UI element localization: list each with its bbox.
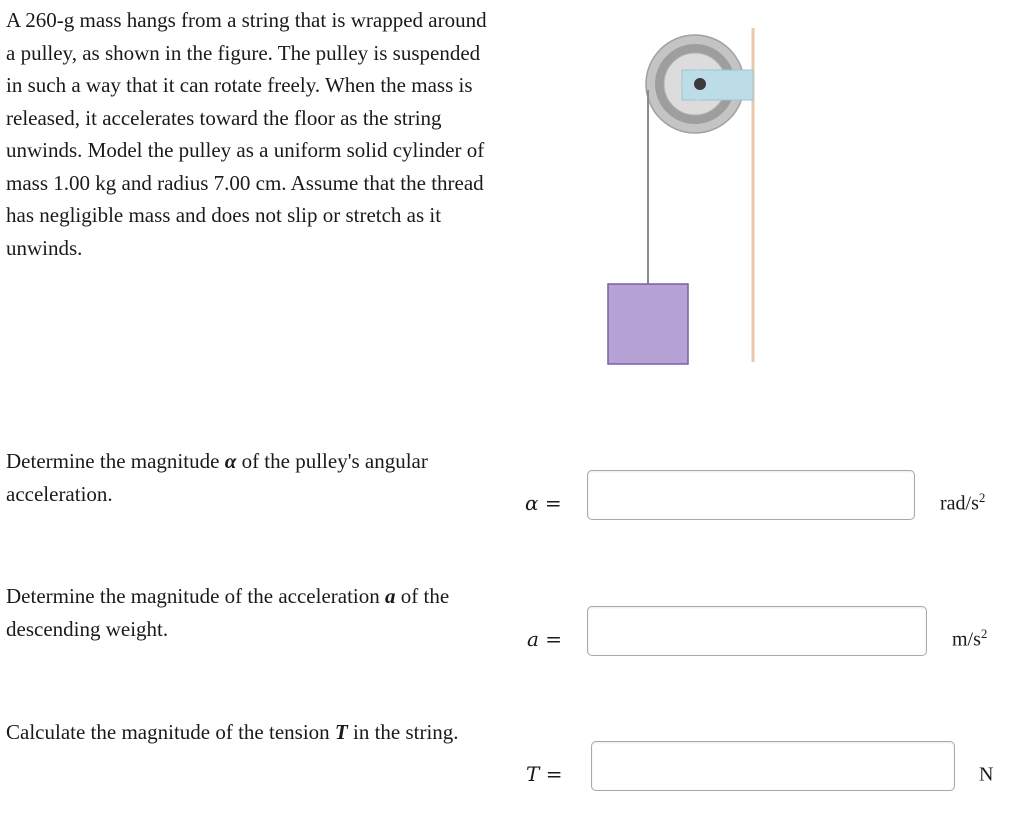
- question-3-symbol: T: [334, 720, 348, 744]
- accel-unit: [952, 626, 987, 652]
- question-linear-acceleration: [6, 580, 476, 646]
- question-1-text-after: of the pulley's angular acceleration.: [6, 449, 428, 506]
- question-1-text-before: Determine the magnitude: [6, 449, 225, 473]
- alpha-unit-exp: 2: [978, 490, 986, 505]
- question-3-text-after: in the string.: [347, 720, 459, 744]
- tension-label-eq: =: [539, 762, 563, 786]
- alpha-label-eq: =: [538, 491, 562, 515]
- question-angular-acceleration: [6, 445, 476, 511]
- tension-label-symbol: T: [526, 762, 540, 786]
- pulley-axle: [694, 78, 706, 90]
- tension-label: [526, 762, 562, 786]
- question-3-text-before: Calculate the magnitude of the tension: [6, 720, 335, 744]
- problem-statement: A 260-g mass hangs from a string that is wrapped around a pulley, as shown in the figure. The pulley is suspended in such a way that it can rotate freely. When the mass is released, it accelerates toward the floor as the string unwinds. Model the pulley as a uniform solid cylinder of mass 1.00 kg and radius 7.00 cm. Assume that the thread has negligible mass and does not slip or stretch as it unwinds.: [6, 8, 487, 260]
- alpha-label-symbol: α: [525, 491, 539, 515]
- question-2-text-before: Determine the magnitude of the acceleration: [6, 584, 385, 608]
- accel-label-eq: =: [538, 627, 563, 651]
- accel-unit-base: m/s: [952, 628, 981, 651]
- alpha-unit-base: rad/s: [940, 492, 979, 515]
- accel-answer-input[interactable]: [587, 606, 927, 656]
- accel-label-symbol: a: [527, 627, 539, 651]
- tension-unit: [979, 761, 993, 787]
- accel-unit-exp: 2: [980, 626, 988, 641]
- tension-unit-base: N: [979, 763, 994, 786]
- pulley-figure: [600, 20, 770, 370]
- question-2-symbol: a: [385, 584, 396, 608]
- accel-label: [527, 627, 562, 651]
- question-2-text-after: of the descending weight.: [6, 584, 450, 641]
- tension-answer-input[interactable]: [591, 741, 955, 791]
- alpha-unit: [940, 490, 985, 516]
- question-tension: [6, 716, 476, 749]
- alpha-label: [525, 491, 562, 515]
- hanging-mass: [608, 284, 688, 364]
- question-1-symbol: α: [224, 449, 237, 473]
- alpha-answer-input[interactable]: [587, 470, 915, 520]
